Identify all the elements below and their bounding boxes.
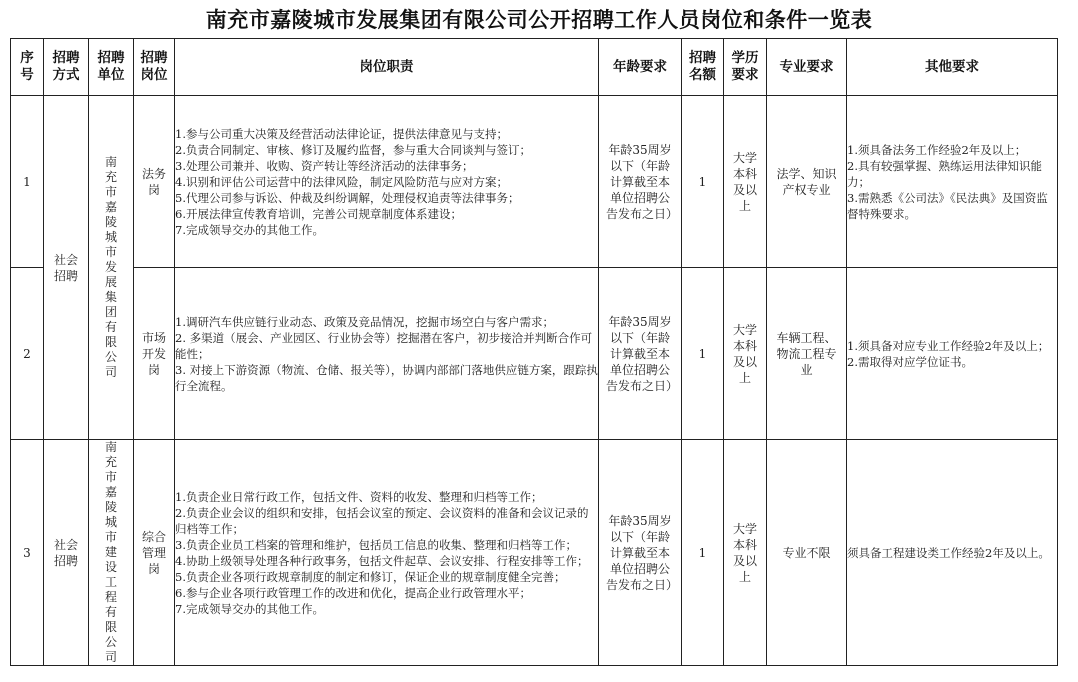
row-post: 市场开发岗 — [134, 268, 175, 440]
row-unit: 南充市嘉陵城市发展集团有限公司 — [89, 96, 134, 440]
row-method: 社会招聘 — [44, 440, 89, 666]
row-duties: 1.调研汽车供应链行业动态、政策及竞品情况，挖掘市场空白与客户需求； 2. 多渠道（展会、产业园区、行业协会等）挖掘潜在客户，初步接洽并判断合作可能性； 3. 对接上下游资源（物流、仓储、报关等），协调内部部门落地供应链方案，跟踪执行全流程。 — [175, 268, 599, 440]
header-duties: 岗位职责 — [175, 39, 599, 96]
row-seq: 3 — [11, 440, 44, 666]
table-row — [11, 96, 1058, 268]
row-post: 法务岗 — [134, 96, 175, 268]
row-quota: 1 — [682, 268, 724, 440]
positions-table — [10, 38, 1058, 666]
row-age: 年龄35周岁以下（年龄计算截至本单位招聘公告发布之日） — [599, 440, 682, 666]
row-age: 年龄35周岁以下（年龄计算截至本单位招聘公告发布之日） — [599, 268, 682, 440]
row-major: 车辆工程、物流工程专业 — [767, 268, 847, 440]
header-edu: 学历 要求 — [724, 39, 767, 96]
row-duties: 1.负责企业日常行政工作，包括文件、资料的收发、整理和归档等工作； 2.负责企业会议的组织和安排，包括会议室的预定、会议资料的准备和会议记录的归档等工作； 3.负责企业员工档案的管理和维护，包括员工信息的收集、整理和归档等工作； 4.协助上级领导处理各种行政事务，包括文件起草、会议安排、行程安排等工作； 5.负责企业各项行政规章制度的制定和修订，保证企业的规章制度健全完善； 6.参与企业各项行政管理工作的改进和优化，提高企业行政管理水平； 7.完成领导交办的其他工作。 — [175, 440, 599, 666]
row-unit: 南充市嘉陵城市建设工程有限公司 — [89, 440, 134, 666]
header-seq: 序 号 — [11, 39, 44, 96]
row-edu: 大学本科及以上 — [724, 440, 767, 666]
row-duties: 1.参与公司重大决策及经营活动法律论证，提供法律意见与支持； 2.负责合同制定、审核、修订及履约监督，参与重大合同谈判与签订； 3.处理公司兼并、收购、资产转让等经济活动的法律事务； 4.识别和评估公司运营中的法律风险，制定风险防范与应对方案； 5.代理公司参与诉讼、仲裁及纠纷调解，处理侵权追责等法律事务； 6.开展法律宣传教育培训，完善公司规章制度体系建设； 7.完成领导交办的其他工作。 — [175, 96, 599, 268]
row-major: 专业不限 — [767, 440, 847, 666]
header-major: 专业要求 — [767, 39, 847, 96]
row-seq: 2 — [11, 268, 44, 440]
header-method: 招聘 方式 — [44, 39, 89, 96]
header-quota: 招聘 名额 — [682, 39, 724, 96]
table-row — [11, 268, 1058, 440]
row-age: 年龄35周岁以下（年龄计算截至本单位招聘公告发布之日） — [599, 96, 682, 268]
row-other: 1.须具备法务工作经验2年及以上； 2.具有较强掌握、熟练运用法律知识能力； 3.需熟悉《公司法》《民法典》及国资监督特殊要求。 — [847, 96, 1058, 268]
row-edu: 大学本科及以上 — [724, 268, 767, 440]
row-other: 须具备工程建设类工作经验2年及以上。 — [847, 440, 1058, 666]
row-method: 社会招聘 — [44, 96, 89, 440]
header-other: 其他要求 — [847, 39, 1058, 96]
row-post: 综合管理岗 — [134, 440, 175, 666]
header-post: 招聘 岗位 — [134, 39, 175, 96]
row-major: 法学、知识产权专业 — [767, 96, 847, 268]
row-quota: 1 — [682, 96, 724, 268]
row-other: 1.须具备对应专业工作经验2年及以上； 2.需取得对应学位证书。 — [847, 268, 1058, 440]
page-title: 南充市嘉陵城市发展集团有限公司公开招聘工作人员岗位和条件一览表 — [205, 8, 873, 32]
header-age: 年龄要求 — [599, 39, 682, 96]
row-edu: 大学本科及以上 — [724, 96, 767, 268]
row-seq: 1 — [11, 96, 44, 268]
header-unit: 招聘 单位 — [89, 39, 134, 96]
table-row — [11, 440, 1058, 666]
header-row — [11, 39, 1058, 96]
row-quota: 1 — [682, 440, 724, 666]
